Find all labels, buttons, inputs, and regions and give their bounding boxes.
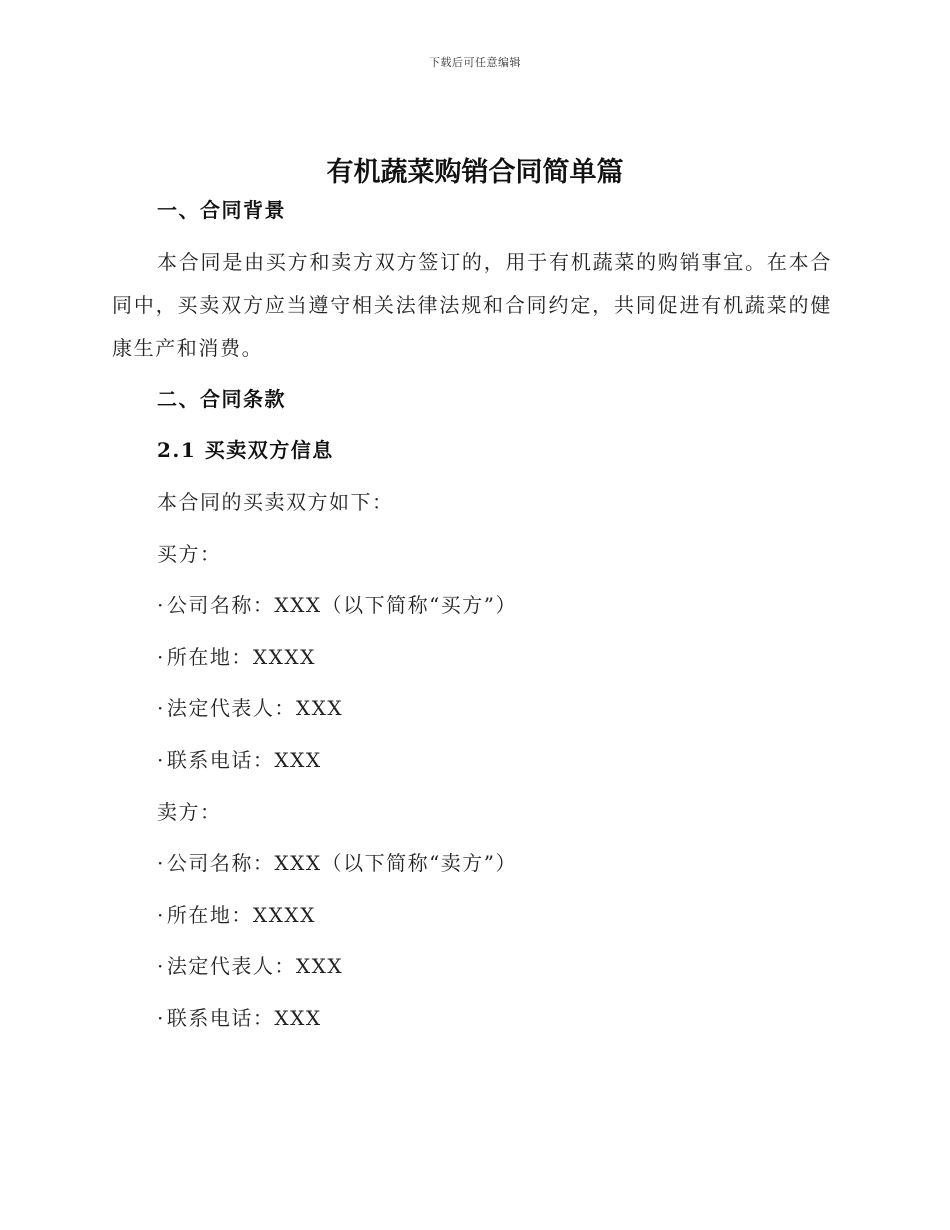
seller-legal-representative: · 法定代表人：XXX <box>157 952 343 980</box>
document-title: 有机蔬菜购销合同简单篇 <box>326 157 624 188</box>
seller-label: 卖方： <box>157 800 222 824</box>
seller-company-name: · 公司名称：XXX（以下简称“卖方”） <box>157 849 517 877</box>
buyer-phone: · 联系电话：XXX <box>157 746 322 774</box>
section-heading-background: 一、合同背景 <box>157 198 286 222</box>
section-heading-terms: 二、合同条款 <box>157 387 286 411</box>
background-paragraph: 本合同是由买方和卖方双方签订的，用于有机蔬菜的购销事宜。在本合同中，买卖双方应当遵守相关法律法规和合同约定，共同促进有机蔬菜的健康生产和消费。 <box>112 250 832 360</box>
parties-intro: 本合同的买卖双方如下： <box>157 490 394 514</box>
sub-heading-parties: 2.1 买卖双方信息 <box>157 438 334 462</box>
buyer-location: · 所在地：XXXX <box>157 643 316 671</box>
buyer-company-name: · 公司名称：XXX（以下简称“买方”） <box>157 591 517 619</box>
header-note: 下载后可任意编辑 <box>429 56 521 69</box>
buyer-legal-representative: · 法定代表人：XXX <box>157 694 343 722</box>
buyer-label: 买方： <box>157 542 222 566</box>
seller-location: · 所在地：XXXX <box>157 901 316 929</box>
seller-phone: · 联系电话：XXX <box>157 1004 322 1032</box>
